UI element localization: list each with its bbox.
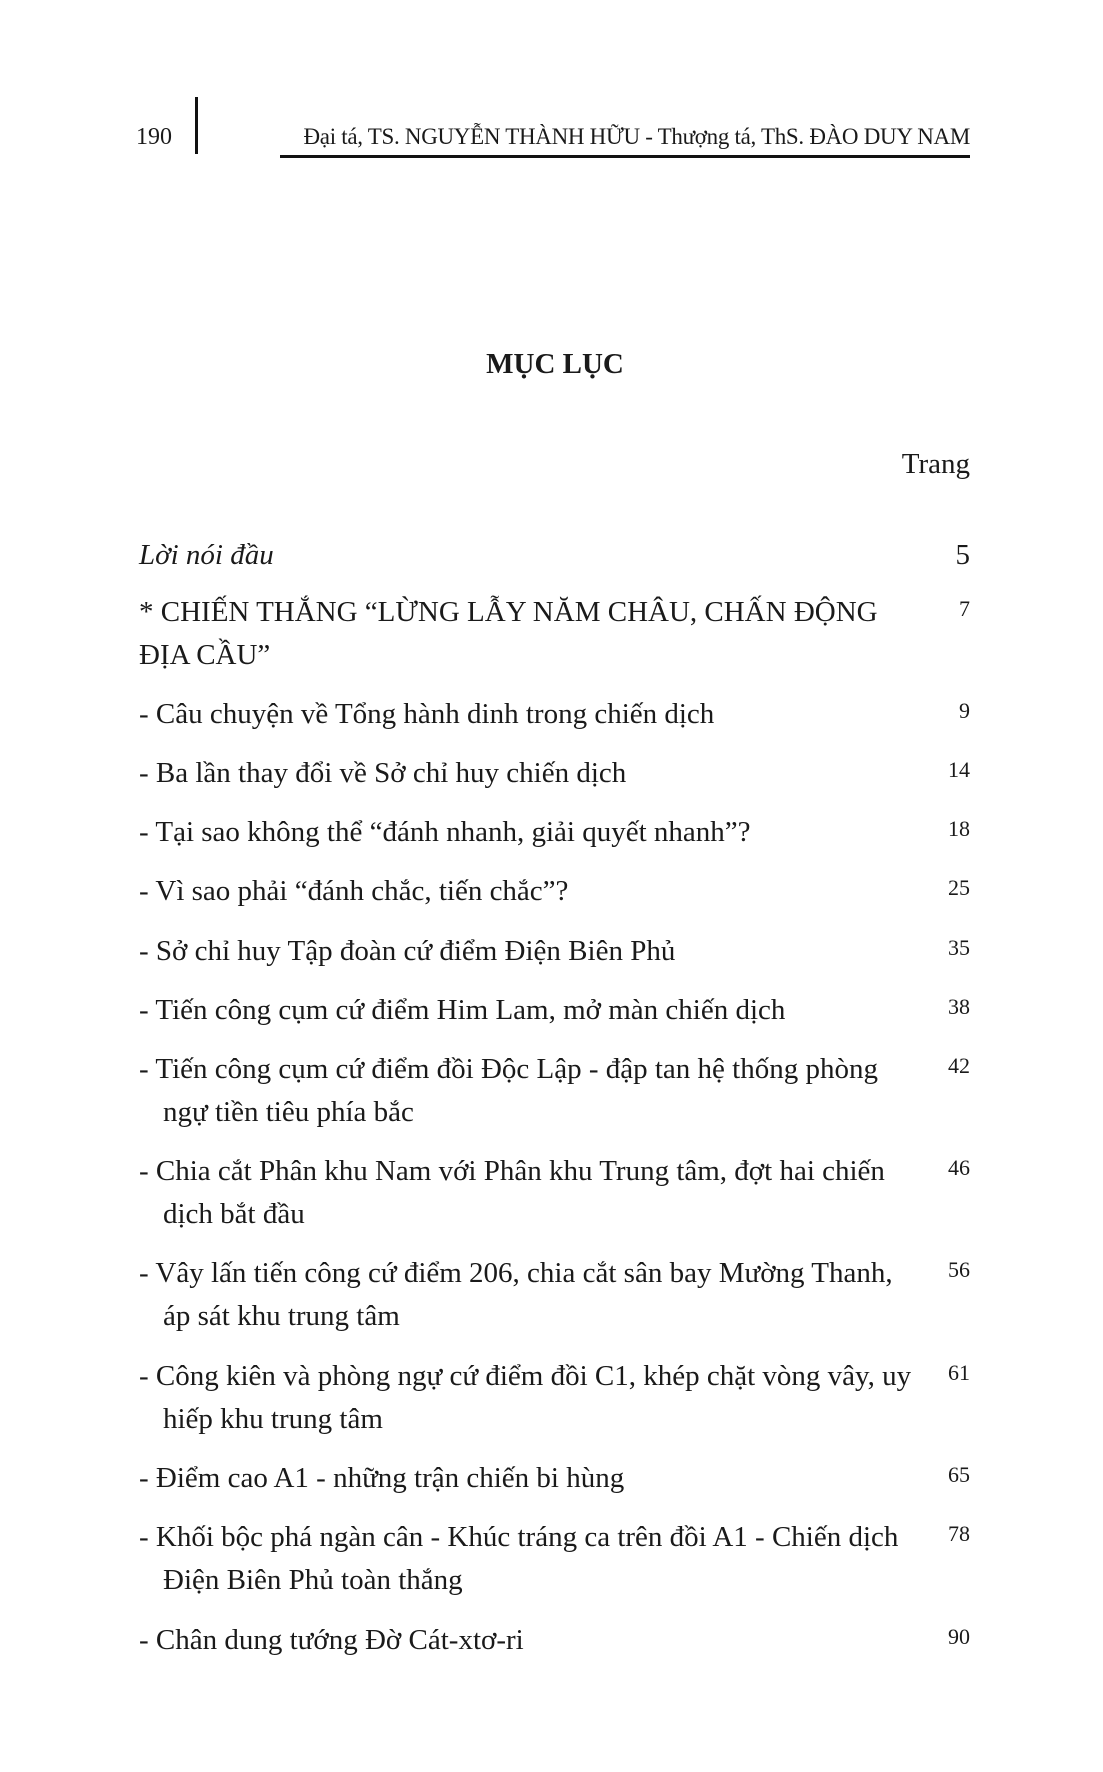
toc-entry-title: - Chia cắt Phân khu Nam với Phân khu Trung tâm, đợt hai chiến dịch bắt đầu (139, 1155, 885, 1230)
toc-entry-title: - Chân dung tướng Đờ Cát-xtơ-ri (139, 1624, 524, 1656)
toc-entry-title: - Công kiên và phòng ngự cứ điểm đồi C1, khép chặt vòng vây, uy hiếp khu trung tâm (139, 1360, 912, 1435)
toc-entry-page: 61 (948, 1360, 970, 1385)
header-rule (280, 155, 970, 158)
toc-entry (139, 930, 970, 973)
page-title: MỤC LỤC (486, 348, 624, 380)
toc-entry (139, 591, 970, 677)
toc-entry (139, 534, 970, 577)
toc-entry (139, 1457, 970, 1500)
toc-entry (139, 989, 970, 1032)
page-column-label: Trang (901, 448, 970, 480)
toc-entry-page: 5 (955, 539, 970, 571)
toc-entry-title: - Sở chỉ huy Tập đoàn cứ điểm Điện Biên Phủ (139, 935, 676, 967)
toc-entry-page: 25 (948, 875, 970, 900)
toc-entry-title: - Vây lấn tiến công cứ điểm 206, chia cắt sân bay Mường Thanh, áp sát khu trung tâm (139, 1257, 893, 1332)
toc-entry-page: 7 (959, 596, 970, 621)
toc-entry-page: 46 (948, 1155, 970, 1180)
running-head: Đại tá, TS. NGUYỄN THÀNH HỮU - Thượng tá, ThS. ĐÀO DUY NAM (303, 124, 970, 149)
toc-entry (139, 870, 970, 913)
toc-entry (139, 1048, 970, 1134)
toc-entry (139, 1355, 970, 1441)
toc-entry-title: - Vì sao phải “đánh chắc, tiến chắc”? (139, 875, 569, 907)
toc-entry-page: 42 (948, 1053, 970, 1078)
toc-entry-page: 90 (948, 1624, 970, 1649)
toc-entry-page: 9 (959, 698, 970, 723)
toc-entry-page: 38 (948, 994, 970, 1019)
toc-entry (139, 752, 970, 795)
page-number: 190 (136, 124, 172, 150)
toc-entry-title: * CHIẾN THẮNG “LỪNG LẪY NĂM CHÂU, CHẤN ĐỘNG ĐỊA CẦU” (139, 596, 878, 671)
toc-entry (139, 811, 970, 854)
toc-entry-title: - Tại sao không thể “đánh nhanh, giải quyết nhanh”? (139, 816, 751, 848)
toc-entry-title: - Điểm cao A1 - những trận chiến bi hùng (139, 1462, 625, 1494)
toc-entry-title: - Khối bộc phá ngàn cân - Khúc tráng ca trên đồi A1 - Chiến dịch Điện Biên Phủ toàn thắng (139, 1521, 899, 1596)
toc-entry-page: 78 (948, 1521, 970, 1546)
toc-entry (139, 1619, 970, 1662)
toc-entry-title: - Tiến công cụm cứ điểm Him Lam, mở màn chiến dịch (139, 994, 786, 1026)
toc-entry-title: - Tiến công cụm cứ điểm đồi Độc Lập - đập tan hệ thống phòng ngự tiền tiêu phía bắc (139, 1053, 878, 1128)
toc-entry (139, 693, 970, 736)
toc-entry-title: Lời nói đầu (139, 539, 274, 571)
toc-entry-page: 56 (948, 1257, 970, 1282)
header-divider (195, 97, 198, 154)
toc-entry-page: 18 (948, 816, 970, 841)
toc-entry (139, 1252, 970, 1338)
toc-entry-page: 65 (948, 1462, 970, 1487)
toc-entry-page: 14 (948, 757, 970, 782)
toc-entry (139, 1150, 970, 1236)
toc-entry-page: 35 (948, 935, 970, 960)
toc-entry-title: - Câu chuyện về Tổng hành dinh trong chiến dịch (139, 698, 715, 730)
toc-entry (139, 1516, 970, 1602)
toc-entry-title: - Ba lần thay đổi về Sở chỉ huy chiến dịch (139, 757, 627, 789)
